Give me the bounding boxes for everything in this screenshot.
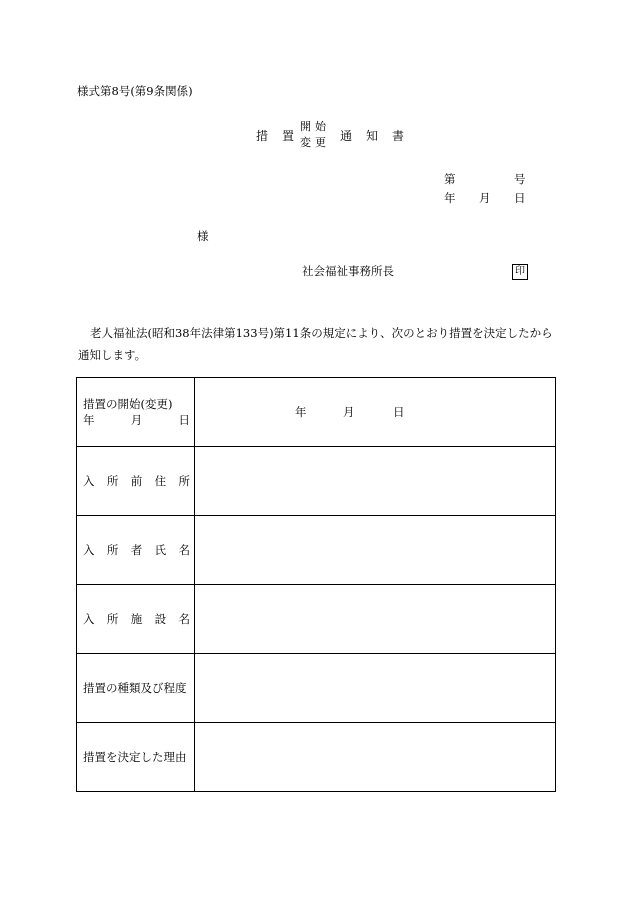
label-decision-reason: 措置を決定した理由 — [77, 723, 195, 792]
notice-table — [76, 377, 556, 792]
value-measure-type[interactable] — [195, 654, 556, 723]
table-row — [77, 585, 556, 654]
label-resident-name: 入 所 者 氏 名 — [77, 516, 195, 585]
date-year: 年 — [444, 191, 456, 205]
label-measure-type: 措置の種類及び程度 — [77, 654, 195, 723]
title-stack-bottom: 変 更 — [300, 136, 326, 149]
number-prefix: 第 — [444, 172, 456, 186]
value-resident-name[interactable] — [195, 516, 556, 585]
sender-title: 社会福祉事務所長 — [302, 264, 394, 278]
label-start-change-date — [77, 378, 195, 447]
table-row — [77, 654, 556, 723]
table-row — [77, 516, 556, 585]
label-ymd: 年 月 日 — [83, 413, 190, 427]
table-row — [77, 447, 556, 516]
title-char: 書 — [392, 129, 405, 143]
value-start-change-date[interactable] — [195, 378, 556, 447]
addressee-suffix: 様 — [197, 229, 209, 243]
number-suffix: 号 — [514, 172, 526, 186]
date-month: 月 — [479, 191, 491, 205]
label-facility-name: 入 所 施 設 名 — [77, 585, 195, 654]
title-char: 知 — [366, 129, 379, 143]
title-char: 措 — [256, 129, 269, 143]
table-row — [77, 378, 556, 447]
date-day: 日 — [514, 191, 526, 205]
title-char: 通 — [340, 129, 353, 143]
title-char: 置 — [282, 129, 295, 143]
value-ymd: 年 月 日 — [295, 405, 405, 419]
table-row — [77, 723, 556, 792]
body-text: 老人福祉法(昭和38年法律第133号)第11条の規定により、次のとおり措置を決定したから通知します。 — [78, 326, 553, 362]
seal-stamp-box: 印 — [512, 264, 528, 280]
title-stack — [300, 121, 326, 153]
title-stack-top: 開 始 — [300, 120, 326, 133]
label-previous-address: 入 所 前 住 所 — [77, 447, 195, 516]
value-decision-reason[interactable] — [195, 723, 556, 792]
value-facility-name[interactable] — [195, 585, 556, 654]
value-previous-address[interactable] — [195, 447, 556, 516]
form-number: 様式第8号(第9条関係) — [77, 84, 193, 98]
label-line: 措置の開始(変更) — [83, 397, 173, 411]
